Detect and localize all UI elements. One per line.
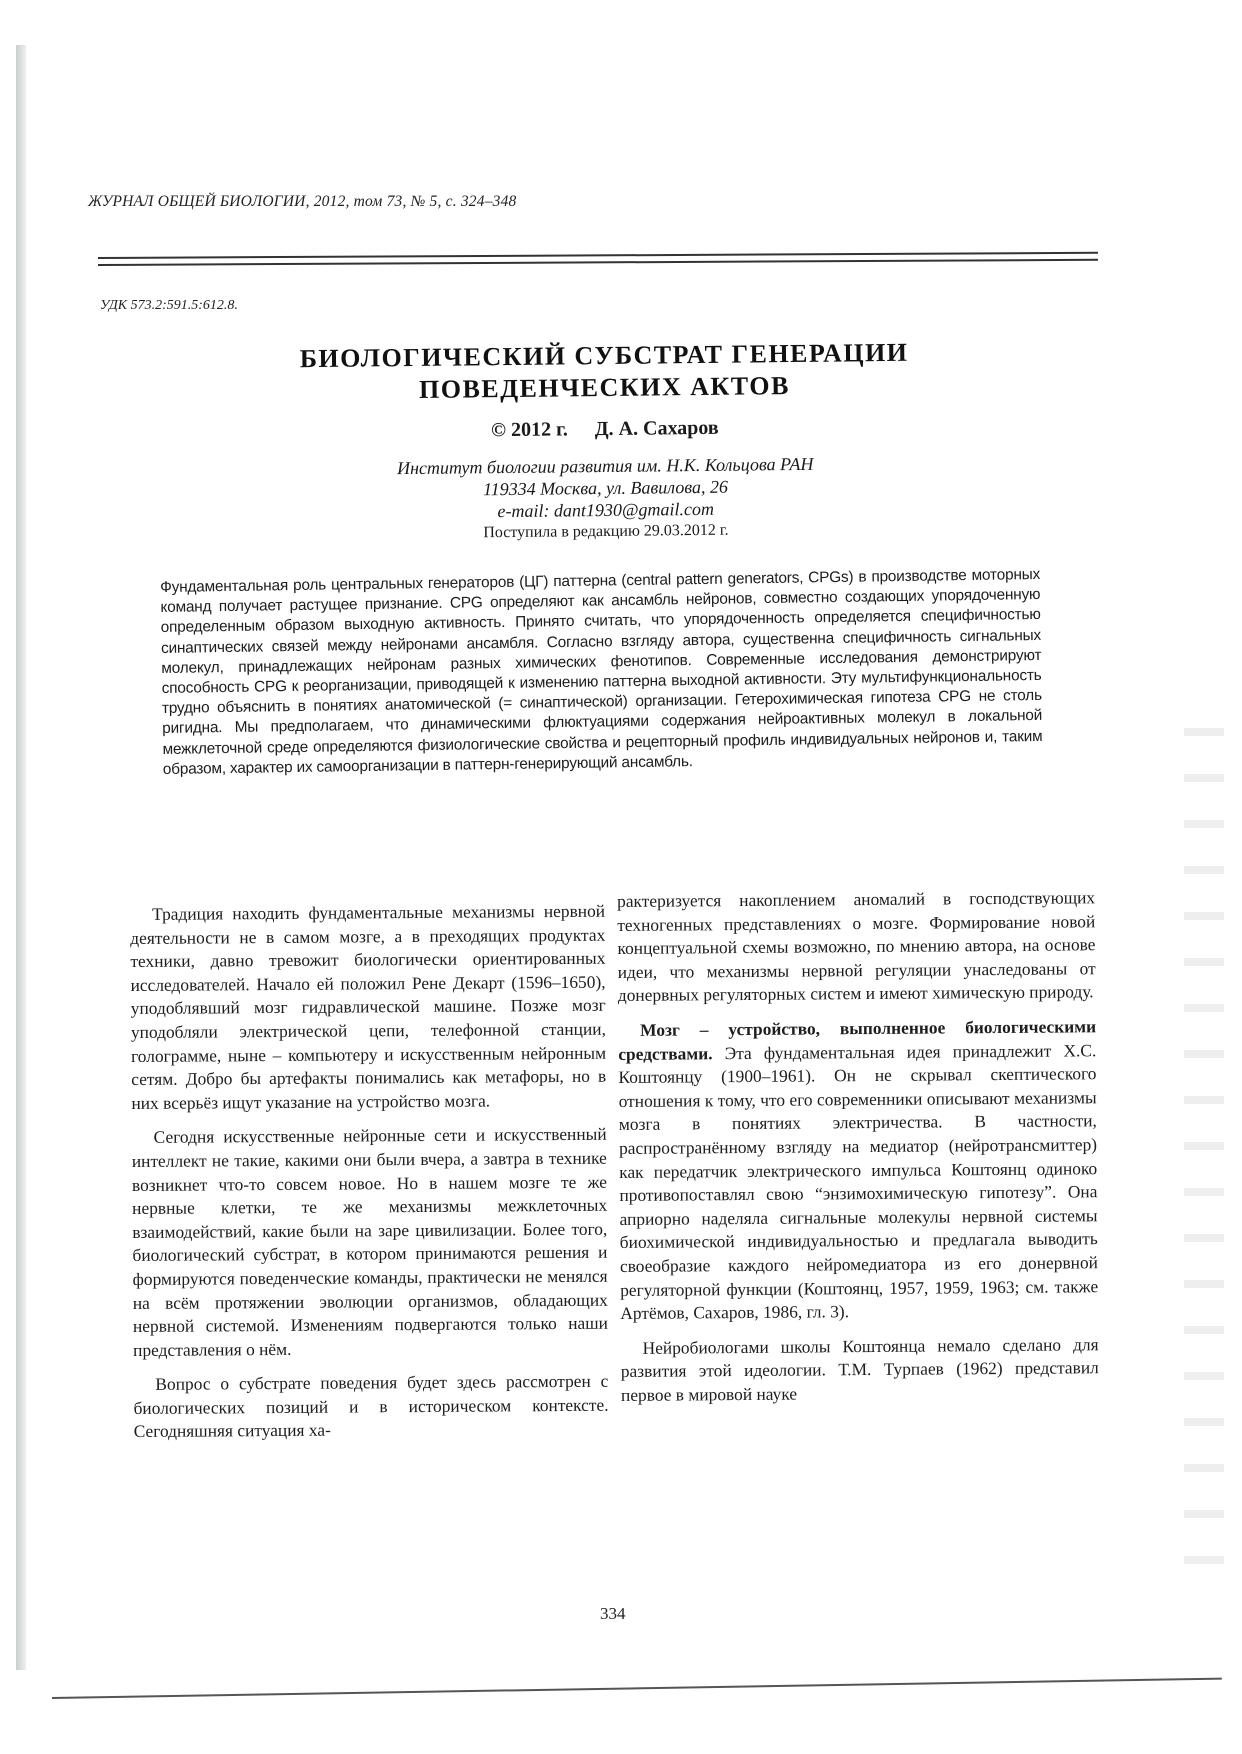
author-line bbox=[240, 414, 970, 445]
page-number: 334 bbox=[600, 1604, 626, 1623]
abstract: Фундаментальная роль центральных генераторов (ЦГ) паттерна (central pattern generators, CPGs) в производстве моторных команд получает растущее признание. CPG определяют как ансамбль нейронов, совместно создающих упорядоченную определенным образом выходную активность. Принято считать, что упорядоченность определяется специфичностью синаптических связей между нейронами ансамбля. Согласно взгляду автора, существенна специфичность сигнальных молекул, принадлежащих нейронам разных химических фенотипов. Современные исследования демонстрируют способность CPG к реорганизации, приводящей к изменению паттерна выходной активности. Эту мультифункциональность трудно объяснить в понятиях анатомической (= синаптической) организации. Гетерохимическая гипотеза CPG не столь ригидна. Мы предполагаем, что динамическими флюктуациями содержания нейроактивных молекул в локальной межклеточной среде определяются физиологические свойства и рецепторный профиль индивидуальных нейронов и, таким образом, характер их самоорганизации в паттерн-генерирующий ансамбль. bbox=[160, 565, 1043, 778]
email[interactable]: e-mail: dant1930@gmail.com bbox=[497, 498, 715, 522]
header-rule bbox=[98, 252, 1098, 259]
journal-running-head: ЖУРНАЛ ОБЩЕЙ БИОЛОГИИ, 2012, том 73, № 5, с. 324–348 bbox=[88, 193, 517, 210]
section-text: Эта фундаментальная идея принадлежит Х.С. Коштоянцу (1900–1961). Он не скрывал скептического отношения к тому, что его современники описывают механизмы мозга в понятиях электричества. В частности, распространённому взгляду на медиатор (нейротрансмиттер) как передатчик электрического импульса Коштоянц одиноко противопоставлял свою “энзимохимическую гипотезу”. Она априорно наделяла сигнальные молекулы нервной системы биохимической индивидуальностью и предлагала выводить своеобразие каждого нейромедиатора из его донервной регуляторной функции (Коштоянц, 1957, 1959, 1963; см. также Артёмов, Сахаров, 1986, гл. 3). bbox=[618, 1039, 1099, 1324]
section-heading: Мозг – устройство, выполненное биологическими средствами. bbox=[618, 1016, 1097, 1064]
body-column-right bbox=[617, 886, 1099, 1418]
scan-margin-marks bbox=[1184, 690, 1224, 1590]
received-date: Поступила в редакцию 29.03.2012 г. bbox=[483, 521, 729, 542]
paragraph: Нейробиологами школы Коштоянца немало сделано для развития этой идеологии. Т.М. Турпаев (1962) представил первое в мировой науке bbox=[620, 1333, 1099, 1405]
article-title bbox=[239, 336, 970, 408]
body-column-left bbox=[130, 900, 609, 1455]
title-line-1: БИОЛОГИЧЕСКИЙ СУБСТРАТ ГЕНЕРАЦИИ bbox=[299, 337, 909, 374]
affiliation: Институт биологии развития им. Н.К. Кольцова РАН bbox=[396, 453, 814, 479]
address: 119334 Москва, ул. Вавилова, 26 bbox=[482, 476, 729, 500]
header-rule-thin bbox=[98, 259, 1098, 266]
paragraph: Сегодня искусственные нейронные сети и искусственный интеллект не такие, какими они были вчера, а завтра в технике возникнет что-то совсем новое. Но в нашем мозге те же нервные клетки, те же механизмы межклеточных взаимодействий, какие были на заре цивилизации. Более того, биологический субстрат, в котором принимаются решения и формируются поведенческие команды, практически не менялся на всём протяжении эволюции организмов, обладающих нервной системой. Изменениям подвергаются только наши представления о нём. bbox=[131, 1124, 609, 1360]
scan-bottom-edge bbox=[52, 1678, 1222, 1699]
paragraph-continuation: рактеризуется накоплением аномалий в господствующих техногенных представлениях о мозге. Формирование новой концептуальной схемы возможно, по мнению автора, на основе идеи, что механизмы нервной регуляции унаследованы от донервных регуляторных систем и имеют химическую природу. bbox=[617, 887, 1096, 1006]
paragraph: Вопрос о субстрате поведения будет здесь рассмотрен с биологических позиций и в историческом контексте. Сегодняшняя ситуация ха- bbox=[133, 1370, 609, 1442]
paragraph: Традиция находить фундаментальные механизмы нервной деятельности не в самом мозге, а в преходящих продуктах техники, давно тревожит биологически ориентированных исследователей. Начало ей положил Рене Декарт (1596–1650), уподоблявший мозг гидравлической машине. Позже мозг уподобляли электрической цепи, телефонной станции, голограмме, ныне – компьютеру и искусственным нейронным сетям. Добро бы артефакты понимались как метафоры, но в них всерьёз ищут указание на устройство мозга. bbox=[130, 900, 607, 1113]
affiliation-block bbox=[240, 451, 971, 525]
author-name: Д. А. Сахаров bbox=[594, 416, 719, 441]
udc-code: УДК 573.2:591.5:612.8. bbox=[100, 298, 238, 313]
scan-edge-strip bbox=[16, 45, 26, 1670]
title-line-2: ПОВЕДЕНЧЕСКИХ АКТОВ bbox=[418, 371, 791, 404]
section-paragraph bbox=[618, 1015, 1098, 1325]
article-header bbox=[239, 336, 971, 545]
copyright-year: © 2012 г. bbox=[490, 418, 568, 442]
